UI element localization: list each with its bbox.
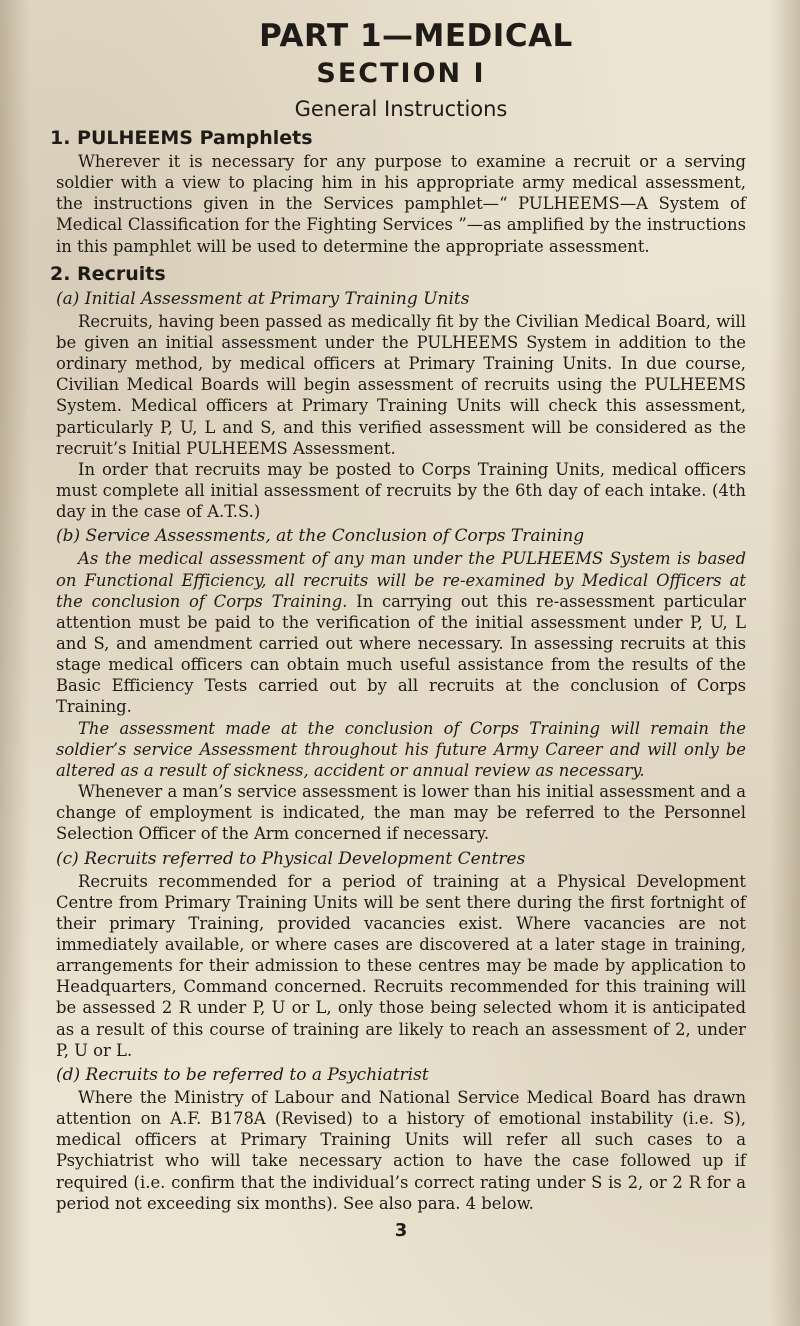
subheading-service-assessments: (b) Service Assessments, at the Conclusion of Corps Training <box>56 526 585 547</box>
subheading-psychiatrist: (d) Recruits to be referred to a Psychiatrist <box>56 1064 429 1085</box>
paragraph-lower-assessment: Whenever a man’s service assessment is lower than his initial assessment and a change of employment is indicated, the man may be referred to the Personnel Selection Officer of the Arm concerned if necessary. <box>56 782 746 844</box>
part-title: PART 1—MEDICAL <box>259 18 573 54</box>
document-page <box>50 18 746 1241</box>
paragraph-pamphlets: Wherever it is necessary for any purpose to examine a recruit or a serving soldier with a view to placing him in his appropriate army medical assessment, the instructions given in the Services pamphlet—“ PULHEEMS—A System of Medical Classification for the Fighting Services ”—as amplified by the instructions in this pamphlet will be used to determine the appropriate assessment. <box>56 152 746 256</box>
reassessment-italic-text: As the medical assessment of any man under the PULHEEMS System is based on Functional Efficiency, all recruits will be re-examined by Medical Officers at the conclusion of Corps Training. <box>56 549 746 611</box>
paragraph-initial-assessment: Recruits, having been passed as medically fit by the Civilian Medical Board, will be given an initial assessment under the PULHEEMS System in addition to the ordinary method, by medical officers at Primary Training Units. In due course, Civilian Medical Boards will begin assessment of recruits using the PULHEEMS System. Medical officers at Primary Training Units will check this assessment, particularly P, U, L and S, and this verified assessment will be considered as the recruit’s Initial PULHEEMS Assessment. <box>56 311 746 458</box>
section-subtitle: General Instructions <box>294 97 508 121</box>
paragraph-physical-development: Recruits recommended for a period of training at a Physical Development Centre from Primary Training Units will be sent there during the first fortnight of their primary Training, provided vacancies exist. Where vacancies are not immediately available, or where cases are discovered at a later stage in training, arrangements for their admission to these centres may be made by application to Headquarters, Command concerned. Recruits recommended for this training will be assessed 2 R under P, U or L, only those being selected whom it is anticipated as a result of this course of training are likely to reach an assessment of 2, under P, U or L. <box>56 871 746 1060</box>
paragraph-psychiatrist: Where the Ministry of Labour and National Service Medical Board has drawn attention on A.F. B178A (Revised) to a history of emotional instability (i.e. S), medical officers at Primary Training Units will refer all such cases to a Psychiatrist who will take necessary action to have the case followed up if required (i.e. confirm that the individual’s correct rating under S is 2, or 2 R for a period not exceeding six months). See also para. 4 below. <box>56 1087 746 1213</box>
section-title: SECTION I <box>316 58 486 89</box>
subheading-physical-development: (c) Recruits referred to Physical Development Centres <box>56 848 526 869</box>
paragraph-reassessment <box>56 548 746 717</box>
paragraph-posting: In order that recruits may be posted to Corps Training Units, medical officers must complete all initial assessment of recruits by the 6th day of each intake. (4th day in the case of A.T.S.) <box>56 459 746 522</box>
reassessment-text: In carrying out this re-assessment particular attention must be paid to the verification of the initial assessment under P, U, L and S, and amendment carried out where necessary. In assessing recruits at this stage medical officers can obtain much useful assistance from the results of the Basic Efficiency Tests carried out by all recruits at the conclusion of Corps Training. <box>56 591 746 717</box>
heading-recruits: 2. Recruits <box>50 262 166 285</box>
heading-pulheems-pamphlets: 1. PULHEEMS Pamphlets <box>50 127 313 149</box>
paragraph-service-assessment: The assessment made at the conclusion of Corps Training will remain the soldier’s service Assessment throughout his future Army Career and will only be altered as a result of sickness, accident or annual review as necessary. <box>56 718 746 780</box>
subheading-initial-assessment: (a) Initial Assessment at Primary Training Units <box>56 288 470 309</box>
page-number: 3 <box>394 1219 408 1241</box>
